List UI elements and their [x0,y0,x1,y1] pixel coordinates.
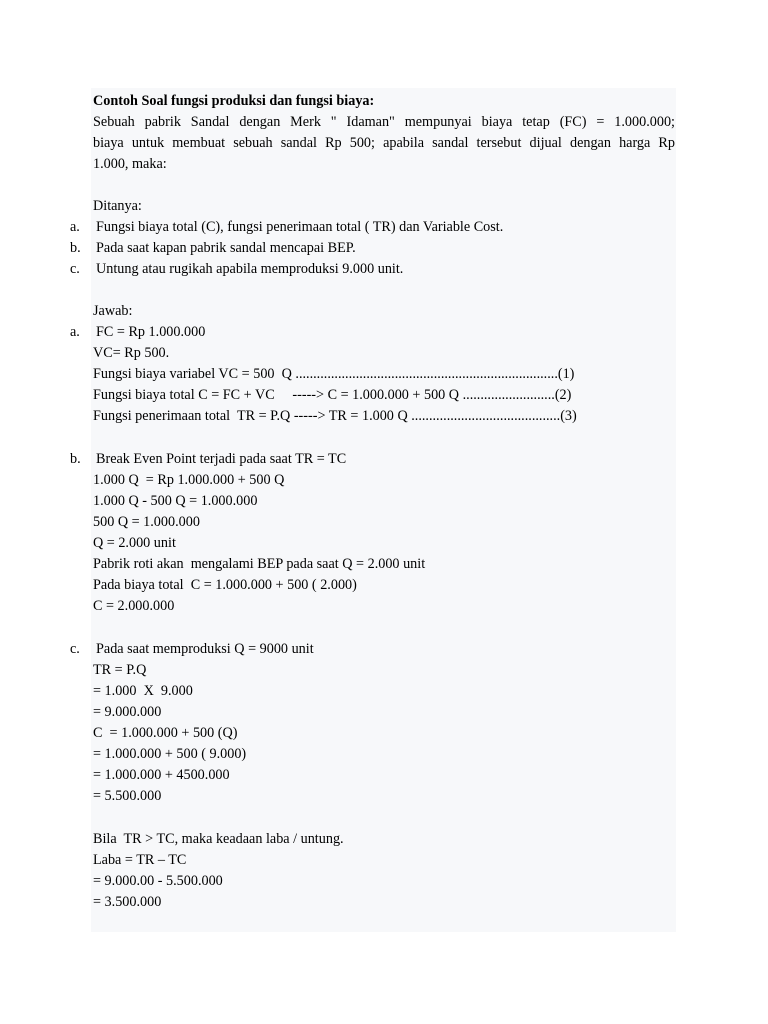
answer-line: = 5.500.000 [93,788,162,804]
answer-line: Fungsi biaya variabel VC = 500 Q ..........................................................................(1) [93,366,575,382]
list-marker: b. [70,240,81,256]
answer-line: C = 1.000.000 + 500 (Q) [93,725,238,741]
answer-line: Pabrik roti akan mengalami BEP pada saat Q = 2.000 unit [93,556,426,572]
conclusion-line: = 9.000.00 - 5.500.000 [93,873,223,889]
text-background [91,88,676,932]
answer-line: Fungsi biaya total C = FC + VC -----> C = 1.000.000 + 500 Q ..........................(2) [93,387,572,403]
answer-line: TR = P.Q [93,662,147,678]
answer-line: Q = 2.000 unit [93,535,176,551]
answer-line: Pada biaya total C = 1.000.000 + 500 ( 2.000) [93,577,357,593]
jawab-heading: Jawab: [93,303,133,319]
conclusion-line: = 3.500.000 [93,894,162,910]
question-item: Untung atau rugikah apabila memproduksi 9.000 unit. [96,261,404,277]
question-item: Fungsi biaya total (C), fungsi penerimaan total ( TR) dan Variable Cost. [96,219,504,235]
list-marker: a. [70,324,80,340]
answer-line: = 1.000.000 + 500 ( 9.000) [93,746,247,762]
question-item: Pada saat kapan pabrik sandal mencapai BEP. [96,240,356,256]
answer-line: Pada saat memproduksi Q = 9000 unit [96,641,314,657]
answer-line: 1.000 Q = Rp 1.000.000 + 500 Q [93,472,285,488]
intro-line: 1.000, maka: [93,156,167,172]
answer-line: C = 2.000.000 [93,598,175,614]
answer-line: FC = Rp 1.000.000 [96,324,206,340]
list-marker: c. [70,641,80,657]
answer-line: Fungsi penerimaan total TR = P.Q -----> TR = 1.000 Q ..........................................(3) [93,408,577,424]
answer-line: Break Even Point terjadi pada saat TR = TC [96,451,347,467]
conclusion-line: Laba = TR – TC [93,852,187,868]
conclusion-line: Bila TR > TC, maka keadaan laba / untung. [93,831,344,847]
list-marker: b. [70,451,81,467]
intro-line: Sebuah pabrik Sandal dengan Merk " Idaman" mempunyai biaya tetap (FC) = 1.000.000; [93,114,675,130]
answer-line: = 1.000 X 9.000 [93,683,193,699]
answer-line: 500 Q = 1.000.000 [93,514,200,530]
answer-line: = 9.000.000 [93,704,162,720]
ditanya-heading: Ditanya: [93,198,142,214]
document-title: Contoh Soal fungsi produksi dan fungsi biaya: [93,93,375,109]
answer-line: = 1.000.000 + 4500.000 [93,767,230,783]
answer-line: VC= Rp 500. [93,345,170,361]
answer-line: 1.000 Q - 500 Q = 1.000.000 [93,493,258,509]
list-marker: a. [70,219,80,235]
list-marker: c. [70,261,80,277]
intro-line: biaya untuk membuat sebuah sandal Rp 500; apabila sandal tersebut dijual dengan harga Rp [93,135,675,151]
